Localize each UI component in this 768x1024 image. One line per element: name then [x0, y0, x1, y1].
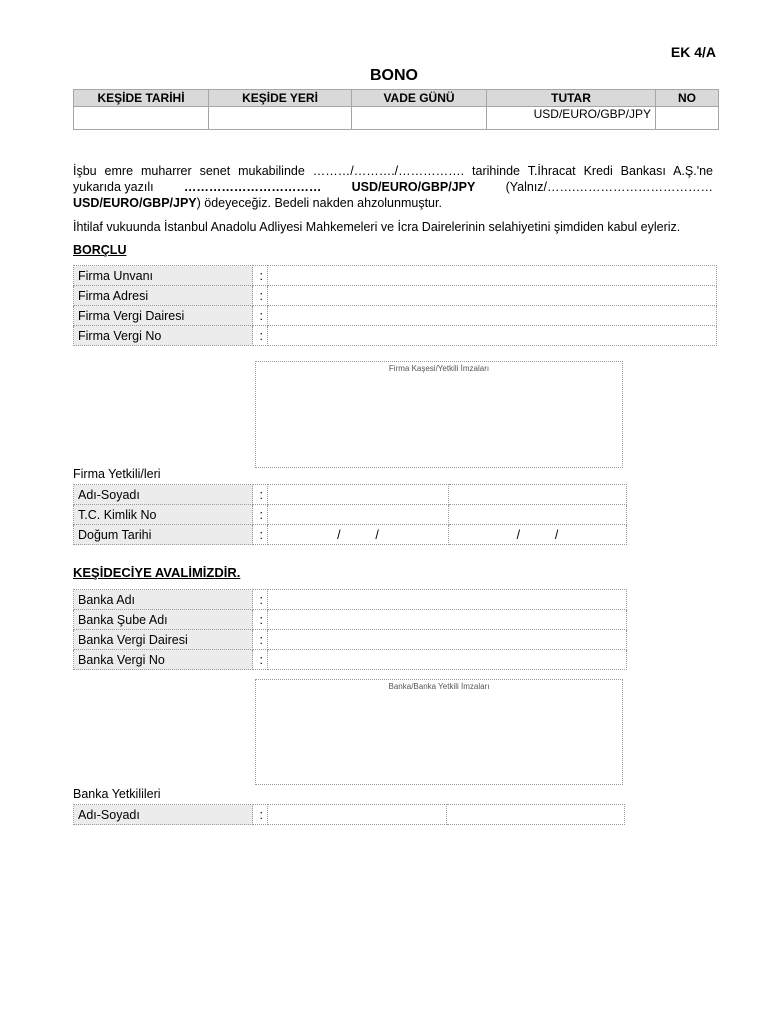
line3-rest: ) ödeyeceğiz. Bedeli nakden ahzolunmuştur. — [196, 196, 442, 210]
colon: : — [253, 286, 268, 306]
banka-adi-soyadi-field-2[interactable] — [447, 805, 625, 825]
header-value-row — [74, 107, 719, 130]
banka-yetkili-table — [73, 804, 625, 825]
colon: : — [253, 266, 268, 286]
page-title: BONO — [370, 67, 418, 84]
dogum-tarihi-field-1[interactable]: / / — [268, 525, 449, 545]
line2-prefix: yukarıda yazılı — [73, 180, 154, 194]
firma-yetkili-heading: Firma Yetkili/leri — [73, 467, 161, 481]
table-row — [74, 306, 717, 326]
firma-signature-caption: Firma Kaşesi/Yetkili İmzaları — [388, 364, 490, 373]
banka-vergi-dairesi-field[interactable] — [268, 630, 627, 650]
colon: : — [253, 525, 268, 545]
paragraph1-line2 — [73, 179, 713, 195]
table-row — [74, 266, 717, 286]
paragraph1-line3 — [73, 195, 713, 211]
colon: : — [253, 805, 268, 825]
header-row — [74, 90, 719, 107]
col-keside-yeri: KEŞİDE YERİ — [209, 90, 352, 107]
colon: : — [253, 590, 268, 610]
banka-adi-field[interactable] — [268, 590, 627, 610]
paragraph1-line1: İşbu emre muharrer senet mukabilinde ………/………./……………. tarihinde T.İhracat Kredi Bankası A.Ş.'ne — [73, 164, 713, 178]
keside-yeri-field[interactable] — [209, 107, 352, 130]
table-row — [74, 485, 627, 505]
header-table — [73, 89, 719, 130]
colon: : — [253, 650, 268, 670]
banka-vergi-no-field[interactable] — [268, 650, 627, 670]
colon: : — [253, 306, 268, 326]
borclu-heading: BORÇLU — [73, 243, 127, 257]
firma-vergi-dairesi-field[interactable] — [268, 306, 717, 326]
banka-signature-caption: Banka/Banka Yetkili İmzaları — [388, 682, 490, 691]
table-row — [74, 610, 627, 630]
firma-unvani-field[interactable] — [268, 266, 717, 286]
banka-vergi-no-label: Banka Vergi No — [74, 650, 253, 670]
banka-vergi-dairesi-label: Banka Vergi Dairesi — [74, 630, 253, 650]
table-row — [74, 286, 717, 306]
line3-currency: USD/EURO/GBP/JPY — [73, 196, 197, 210]
line2-currency: USD/EURO/GBP/JPY — [351, 180, 476, 194]
banka-signature-box[interactable] — [255, 679, 623, 785]
table-row — [74, 505, 627, 525]
firma-unvani-label: Firma Unvanı — [74, 266, 253, 286]
colon: : — [253, 610, 268, 630]
adi-soyadi-label: Adı-Soyadı — [74, 485, 253, 505]
firma-signature-box[interactable] — [255, 361, 623, 468]
banka-adi-soyadi-label: Adı-Soyadı — [74, 805, 253, 825]
colon: : — [253, 485, 268, 505]
table-row — [74, 326, 717, 346]
table-row — [74, 805, 625, 825]
adi-soyadi-field-2[interactable] — [449, 485, 627, 505]
firma-adresi-label: Firma Adresi — [74, 286, 253, 306]
col-no: NO — [656, 90, 719, 107]
vade-gunu-field[interactable] — [352, 107, 487, 130]
dogum-tarihi-label: Doğum Tarihi — [74, 525, 253, 545]
table-row — [74, 650, 627, 670]
banka-adi-label: Banka Adı — [74, 590, 253, 610]
col-keside-tarihi: KEŞİDE TARİHİ — [74, 90, 209, 107]
tutar-field[interactable]: USD/EURO/GBP/JPY — [487, 107, 656, 130]
col-tutar: TUTAR — [487, 90, 656, 107]
aval-heading: KEŞİDECİYE AVALİMİZDİR. — [73, 565, 241, 580]
colon: : — [253, 326, 268, 346]
line2-dots: …………………………… — [183, 180, 322, 194]
dogum-tarihi-field-2[interactable]: / / — [449, 525, 627, 545]
table-row — [74, 525, 627, 545]
paragraph2: İhtilaf vukuunda İstanbul Anadolu Adliyesi Mahkemeleri ve İcra Dairelerinin selahiyetini şimdiden kabul eyleriz. — [73, 220, 681, 234]
tc-kimlik-no-field-2[interactable] — [449, 505, 627, 525]
banka-table — [73, 589, 627, 670]
colon: : — [253, 630, 268, 650]
adi-soyadi-field-1[interactable] — [268, 485, 449, 505]
banka-adi-soyadi-field-1[interactable] — [268, 805, 447, 825]
banka-sube-adi-label: Banka Şube Adı — [74, 610, 253, 630]
firma-vergi-no-label: Firma Vergi No — [74, 326, 253, 346]
table-row — [74, 590, 627, 610]
tc-kimlik-no-label: T.C. Kimlik No — [74, 505, 253, 525]
firma-yetkili-table — [73, 484, 627, 545]
col-vade-gunu: VADE GÜNÜ — [352, 90, 487, 107]
firma-vergi-no-field[interactable] — [268, 326, 717, 346]
line2-suffix: (Yalnız/…….…………………………… — [505, 180, 713, 194]
firma-vergi-dairesi-label: Firma Vergi Dairesi — [74, 306, 253, 326]
no-field[interactable] — [656, 107, 719, 130]
tc-kimlik-no-field-1[interactable] — [268, 505, 449, 525]
banka-yetkili-heading: Banka Yetkilileri — [73, 787, 161, 801]
banka-sube-adi-field[interactable] — [268, 610, 627, 630]
document-reference: EK 4/A — [670, 44, 716, 60]
colon: : — [253, 505, 268, 525]
table-row — [74, 630, 627, 650]
keside-tarihi-field[interactable] — [74, 107, 209, 130]
firma-adresi-field[interactable] — [268, 286, 717, 306]
borclu-table — [73, 265, 717, 346]
